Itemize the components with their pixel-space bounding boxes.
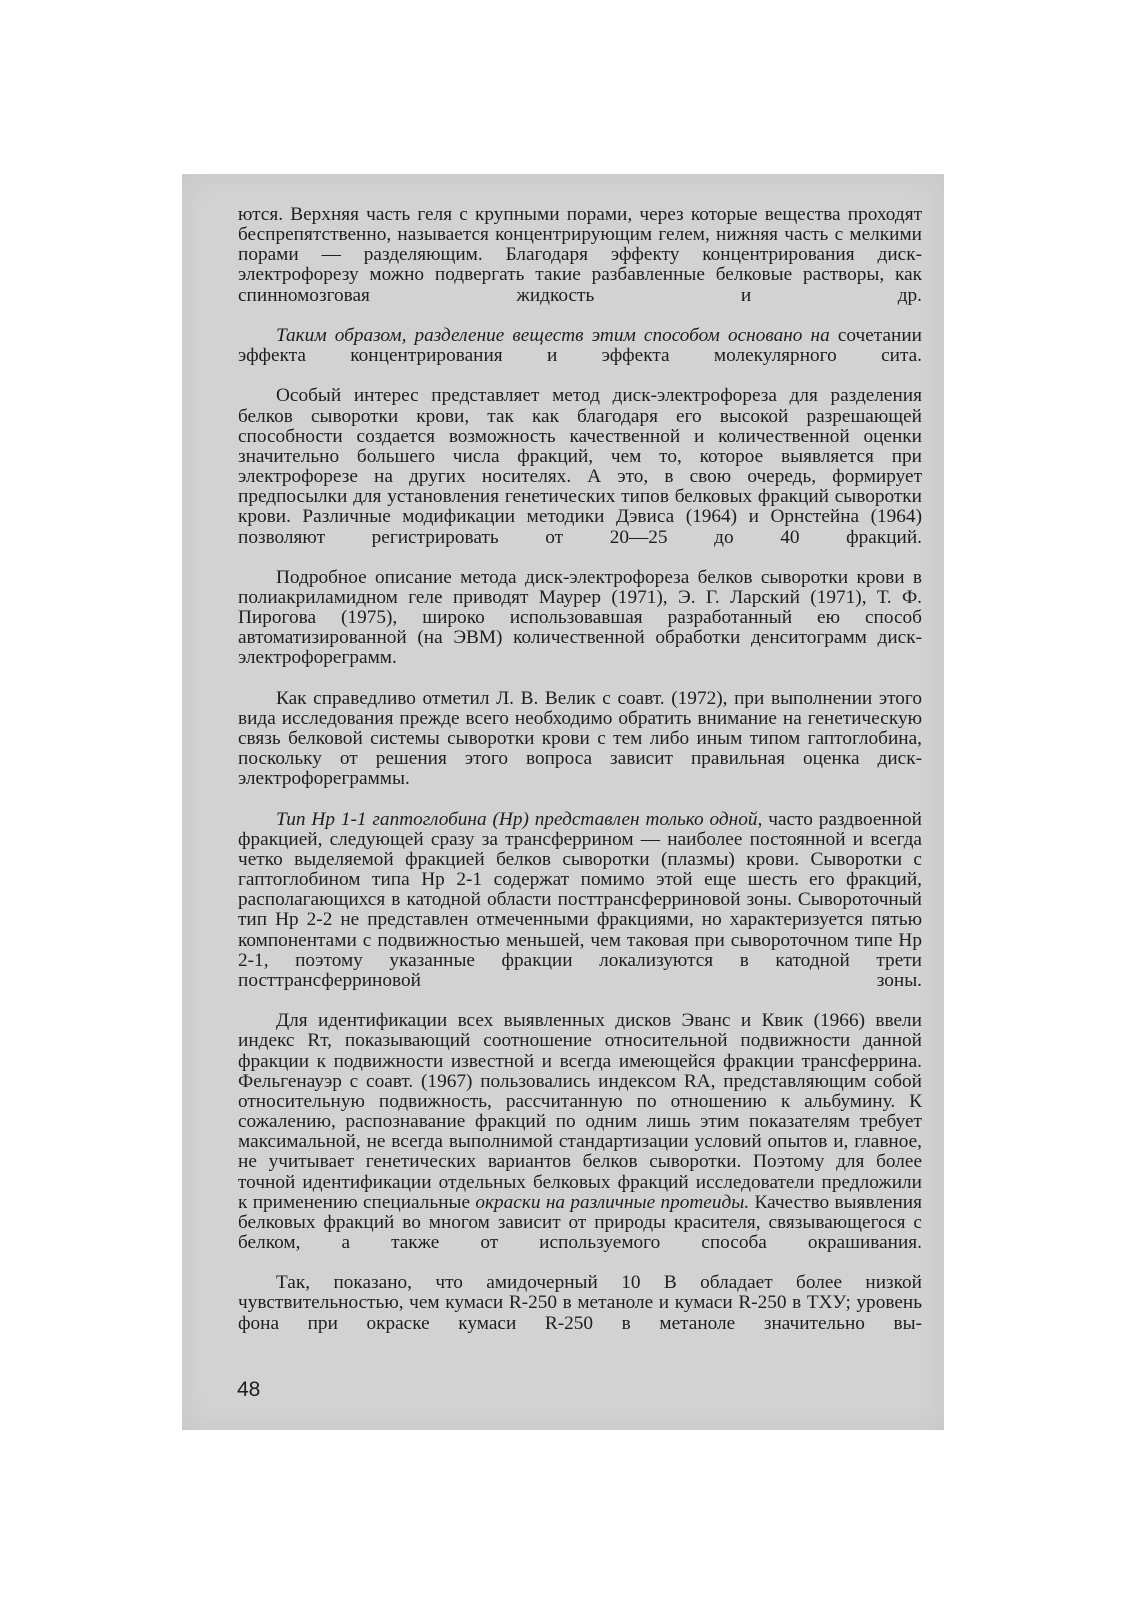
paragraph-4-text: Подробное описание метода диск-электрофореза белков сыворотки крови в полиакриламидном геле приводят Маурер (1971), Э. Г. Ларский (1971), Т. Ф. Пирогова (1975), широко использовавшая разработанный ею способ автоматизированной (на ЭВМ) количественной обработки денситограмм диск-электрофореграмм. [238, 566, 922, 669]
paragraph-2 [238, 326, 922, 386]
paragraph-7-text-b: Качество выявления белковых фракций во многом зависит от природы красителя, связывающегося с белком, а также от используемого способа окрашивания. [238, 1191, 922, 1253]
paragraph-2-text: сочетании эффекта концентрирования и эффекта молекулярного сита. [238, 324, 922, 367]
paragraph-8 [238, 1273, 922, 1354]
paragraph-6-text: часто раздвоенной фракцией, следующей сразу за трансферрином — наиболее постоянной и всегда четко выделяемой фракцией белков сыворотки (плазмы) крови. Сыворотки с гаптоглобином типа Hp 2-1 содержат помимо этой еще шесть его фракций, располагающихся в катодной области посттрансферриновой зоны. Сывороточный тип Hp 2-2 не представлен отмеченными фракциями, но характеризуется пятью компонентами с подвижностью меньшей, чем таковая при сывороточном типе Hp 2-1, поэтому указанные фракции локализуются в катодной трети посттрансферриновой зоны. [238, 808, 922, 991]
paragraph-3-text: Особый интерес представляет метод диск-электрофореза для разделения белков сыворотки крови, так как благодаря его высокой разрешающей способности создается возможность качественной и количественной оценки значительно большего числа фракций, чем то, которое выявляется при электрофорезе на других носителях. А это, в свою очередь, формирует предпосылки для установления генетических типов белковых фракций сыворотки крови. Различные модификации методики Дэвиса (1964) и Орнстейна (1964) позволяют регистрировать от 20—25 до 40 фракций. [238, 385, 922, 548]
paragraph-8-text: Так, показано, что амидочерный 10 В обладает более низкой чувствительностью, чем кумаси R-250 в метаноле и кумаси R-250 в ТХУ; уровень фона при окраске кумаси R-250 в метаноле значительно вы- [238, 1272, 922, 1334]
paragraph-6-italic: Тип Hp 1-1 гаптоглобина (Hp) представлен только одной, [276, 808, 763, 830]
paragraph-5 [238, 689, 922, 810]
paragraph-2-italic: Таким образом, разделение веществ этим способом основано на [276, 324, 830, 346]
paragraph-7-text-a: Для идентификации всех выявленных дисков Эванс и Квик (1966) ввели индекс Rт, показывающий соотношение относительной подвижности данной фракции к подвижности известной и всегда имеющейся фракции трансферрина. Фельгенауэр с соавт. (1967) пользовались индексом RA, представляющим собой относительную подвижность, рассчитанную по отношению к альбумину. К сожалению, распознавание фракций по одним лишь этим показателям требует максимальной, не всегда выполнимой стандартизации условий опытов и, главное, не учитывает генетических вариантов белков сыворотки. Поэтому для более точной идентификации отдельных белковых фракций исследователи предложили к применению специальные [238, 1010, 922, 1213]
paragraph-1-text: ются. Верхняя часть геля с крупными порами, через которые вещества проходят беспрепятственно, называется концентрирующим гелем, нижняя часть с мелкими порами — разделяющим. Благодаря эффекту концентрирования диск-электрофорезу можно подвергать такие разбавленные белковые растворы, как спинномозговая жидкость и др. [238, 204, 922, 306]
page-number: 48 [237, 1378, 261, 1401]
paragraph-3 [238, 386, 922, 567]
body-text [238, 205, 922, 1354]
paragraph-4 [238, 568, 922, 689]
paragraph-1 [238, 205, 922, 326]
paragraph-6 [238, 810, 922, 1012]
paragraph-5-text: Как справедливо отметил Л. В. Велик с соавт. (1972), при выполнении этого вида исследования прежде всего необходимо обратить внимание на генетическую связь белковой системы сыворотки крови с тем либо иным типом гаптоглобина, поскольку от решения этого вопроса зависит правильная оценка диск-электрофореграммы. [238, 687, 922, 790]
paragraph-7 [238, 1011, 922, 1273]
paragraph-7-italic: окраски на различные протеиды. [475, 1191, 750, 1213]
